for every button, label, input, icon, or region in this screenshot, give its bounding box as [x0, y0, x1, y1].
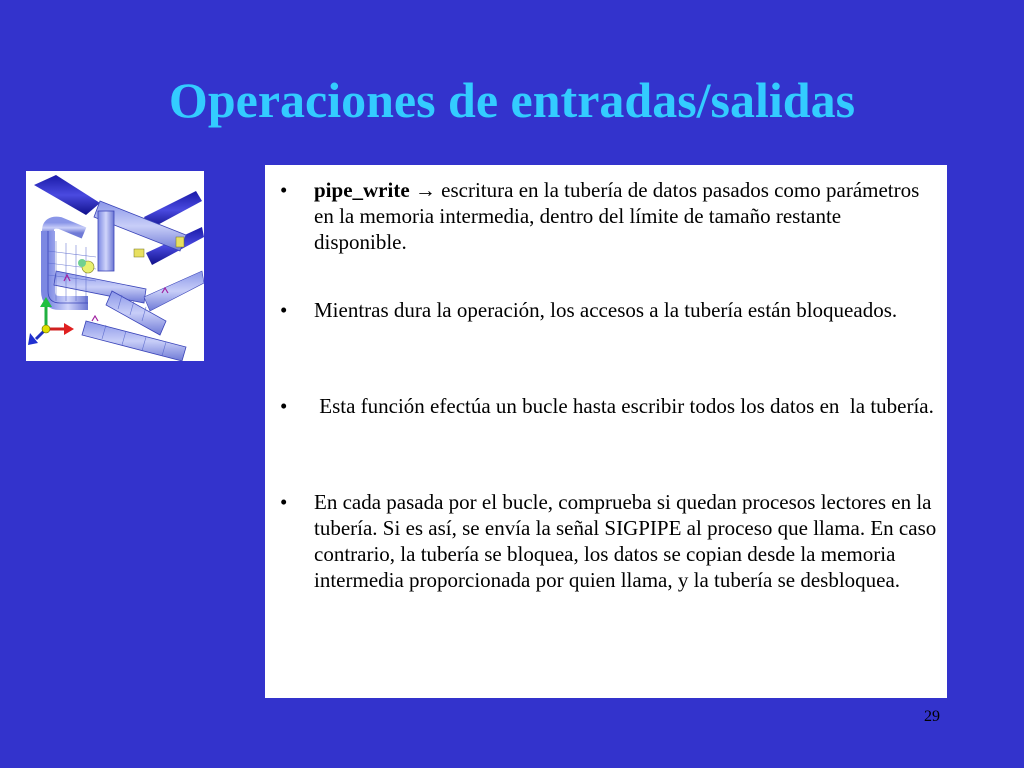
- bullet-text: [314, 177, 939, 255]
- pipe-network-icon: [26, 171, 204, 361]
- content-box: [265, 165, 947, 698]
- bullet-marker: •: [280, 490, 288, 514]
- bullet-marker: •: [280, 298, 288, 322]
- bullet-marker: •: [280, 178, 288, 202]
- bullet-term: pipe_write: [314, 178, 410, 202]
- bullet-item-blocked: [265, 297, 947, 353]
- bullet-text: Mientras dura la operación, los accesos a la tubería están bloqueados.: [314, 298, 898, 322]
- bullet-item-loop: [265, 393, 947, 449]
- page-number: 29: [924, 708, 940, 725]
- bullet-item-sigpipe: [265, 489, 947, 649]
- bullet-description: escritura en la tubería de datos pasados como parámetros en la memoria intermedia, dentro del límite de tamaño restante disponible.: [314, 178, 920, 254]
- slide-title: Operaciones de entradas/salidas: [168, 72, 856, 128]
- bullet-text: En cada pasada por el bucle, comprueba si quedan procesos lectores en la tubería. Si es así, se envía la señal SIGPIPE al proceso que llama. En caso contrario, la tubería se bloquea, los datos se copian desde la memoria intermedia proporcionada por quien llama, y la tubería se desbloquea.: [314, 490, 937, 592]
- bullet-text: Esta función efectúa un bucle hasta escribir todos los datos en la tubería.: [314, 394, 934, 418]
- arrow-right-icon: →: [414, 178, 436, 202]
- bullet-marker: •: [280, 394, 288, 418]
- bullet-item-pipe-write: [265, 177, 947, 257]
- pipe-illustration-image: [26, 171, 204, 361]
